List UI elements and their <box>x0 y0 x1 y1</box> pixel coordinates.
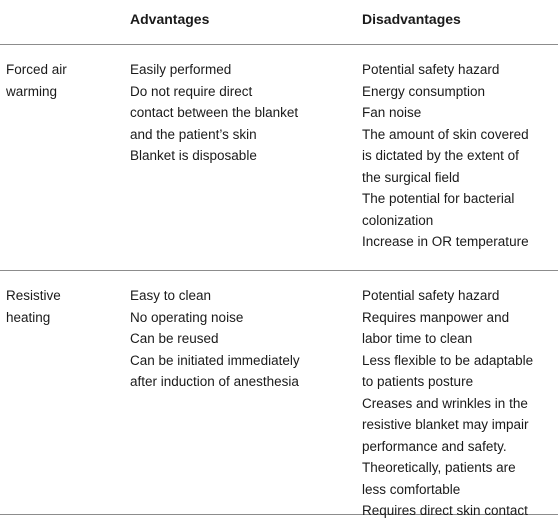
advantage-line: Can be initiated immediately <box>130 352 300 368</box>
header-advantages: Advantages <box>130 11 210 27</box>
disadvantage-line: resistive blanket may impair <box>362 417 529 432</box>
table-header-row <box>0 0 558 45</box>
disadvantage-line: Creases and wrinkles in the <box>362 395 528 411</box>
advantages-cell <box>130 59 352 167</box>
disadvantage-line: Potential safety hazard <box>362 288 500 303</box>
advantage-line: Can be reused <box>130 331 219 346</box>
disadvantage-line: performance and safety. <box>362 438 507 454</box>
table-row-forced-air <box>0 45 558 271</box>
table-row-resistive-heating <box>0 271 558 518</box>
method-cell <box>6 59 116 102</box>
advantage-line: Blanket is disposable <box>130 148 257 163</box>
advantage-line: No operating noise <box>130 309 244 325</box>
disadvantage-line: is dictated by the extent of <box>362 148 519 163</box>
method-label-line: Forced air <box>6 62 67 77</box>
disadvantage-line: Energy consumption <box>362 83 486 99</box>
disadvantages-cell <box>362 285 556 522</box>
disadvantage-line: The amount of skin covered <box>362 126 529 142</box>
disadvantage-line: Increase in OR temperature <box>362 234 529 249</box>
disadvantage-line: Potential safety hazard <box>362 62 500 77</box>
advantage-line: Do not require direct <box>130 83 253 99</box>
disadvantage-line: to patients posture <box>362 374 474 389</box>
disadvantage-line: Requires manpower and <box>362 309 510 325</box>
disadvantage-line: Less flexible to be adaptable <box>362 352 534 368</box>
method-label-line: warming <box>6 83 58 99</box>
disadvantage-line: colonization <box>362 212 434 228</box>
method-label-line: heating <box>6 309 51 325</box>
header-disadvantages: Disadvantages <box>362 11 461 27</box>
disadvantage-line: labor time to clean <box>362 331 473 346</box>
disadvantage-line: the surgical field <box>362 169 460 185</box>
advantage-line: Easily performed <box>130 62 232 77</box>
disadvantages-cell <box>362 59 556 253</box>
disadvantage-line: The potential for bacterial <box>362 191 515 206</box>
advantage-line: and the patient’s skin <box>130 126 257 142</box>
disadvantage-line: Fan noise <box>362 105 422 120</box>
advantage-line: Easy to clean <box>130 288 212 303</box>
disadvantage-line: Theoretically, patients are <box>362 460 516 475</box>
advantage-line: after induction of anesthesia <box>130 374 299 389</box>
advantage-line: contact between the blanket <box>130 105 299 120</box>
disadvantage-line: less comfortable <box>362 481 461 497</box>
method-cell <box>6 285 116 328</box>
advantages-cell <box>130 285 352 393</box>
method-label-line: Resistive <box>6 288 61 303</box>
disadvantage-line: Requires direct skin contact <box>362 503 528 518</box>
